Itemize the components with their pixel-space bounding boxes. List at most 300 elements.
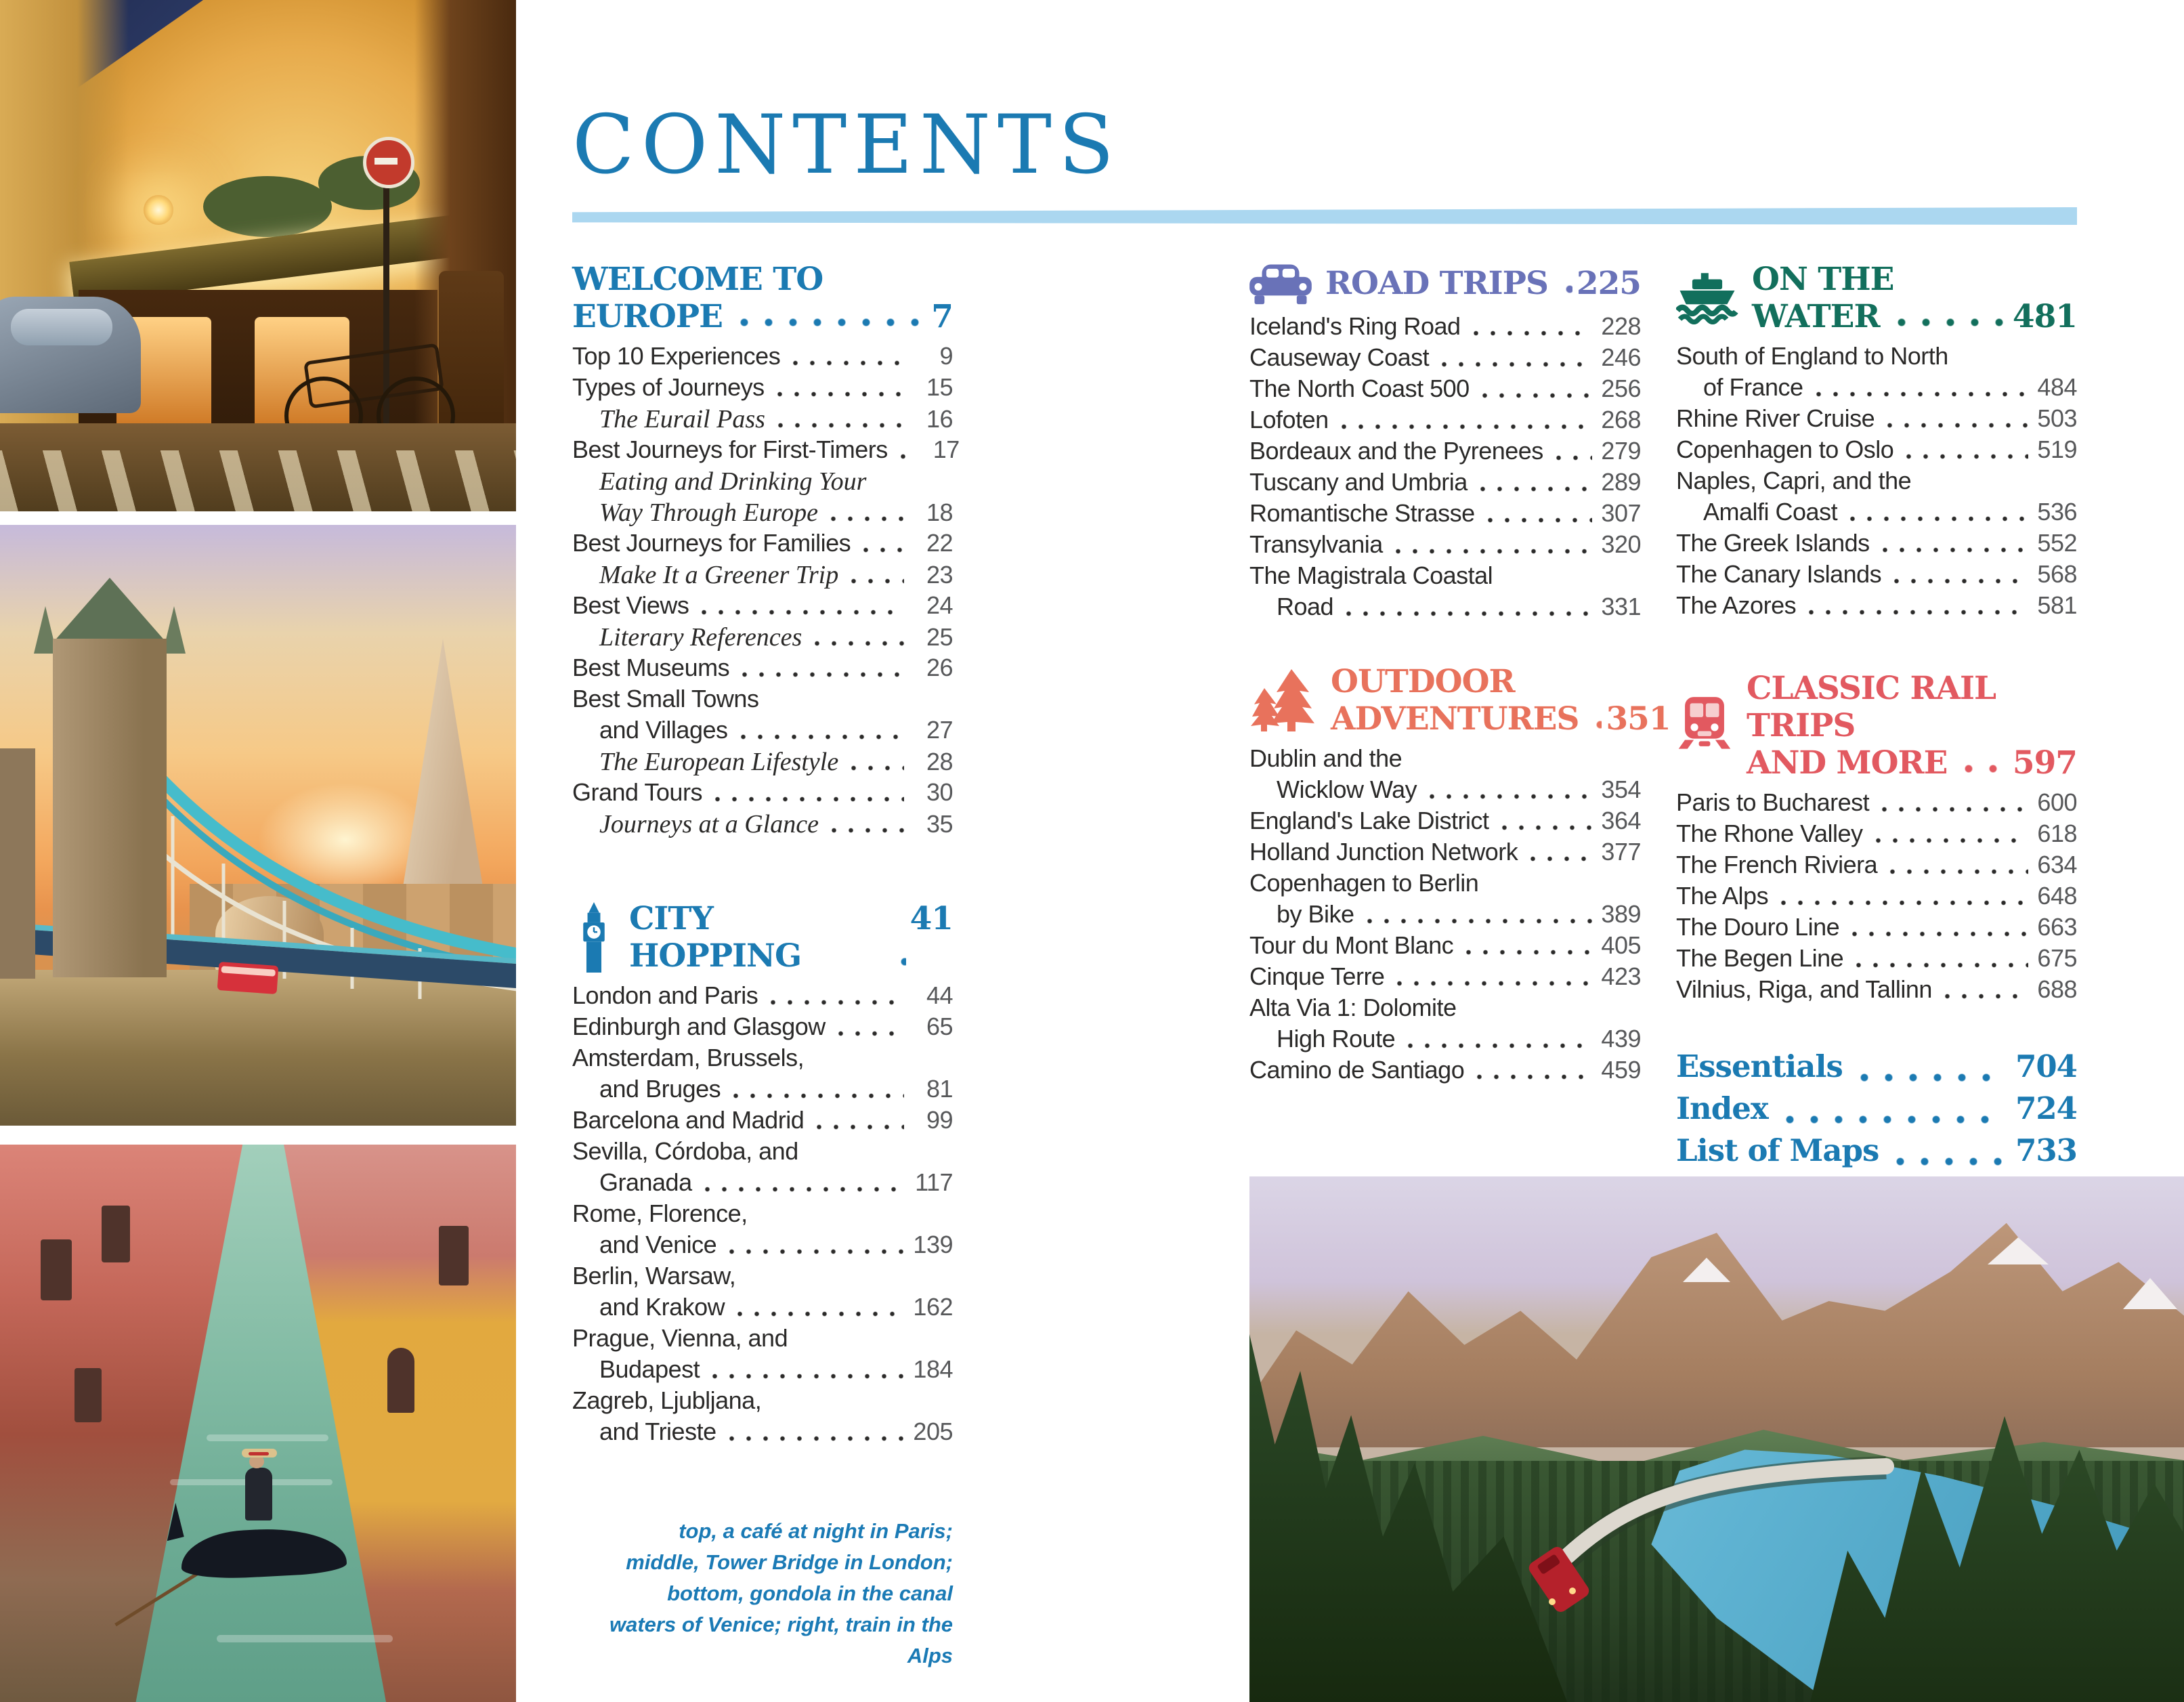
toc-entry-line: [1676, 944, 2077, 975]
toc-entry-label: London and Paris: [572, 981, 758, 1009]
page-number: 675: [2037, 944, 2077, 972]
dot-leader: [1433, 343, 1592, 375]
tower-bridge-photo: [0, 525, 516, 1126]
page-number: 688: [2037, 975, 2077, 1003]
dot-leader: [769, 373, 904, 404]
photo-caption: [572, 1516, 953, 1672]
dot-leader: [733, 654, 904, 685]
toc-entry-line: [1676, 882, 2077, 913]
no-entry-sign: [363, 137, 414, 188]
toc-column-3: [1676, 261, 2077, 1174]
toc-entry-label: The Begen Line: [1676, 944, 1844, 972]
dot-leader: [1337, 593, 1592, 624]
section-title-text: AND MORE: [1747, 744, 1948, 782]
dot-leader: [1847, 1048, 2005, 1090]
toc-entry-label: England's Lake District: [1249, 807, 1489, 834]
toc-entry-label: Make It a Greener Trip: [599, 561, 839, 589]
dot-leader: [1457, 931, 1592, 962]
toc-entry-label: Copenhagen to Oslo: [1676, 435, 1894, 463]
section-title-text: CLASSIC RAIL TRIPS: [1747, 670, 1996, 744]
section-title-line: [1752, 298, 2077, 335]
toc-entry-line: [1676, 404, 2077, 435]
dot-leader: [732, 716, 905, 747]
toc-entry-label: Paris to Bucharest: [1676, 788, 1870, 816]
page-number: 364: [1601, 807, 1641, 834]
window: [74, 1368, 102, 1422]
toc-entry-label: and Krakow: [599, 1293, 725, 1321]
dot-leader: [1583, 700, 1602, 738]
toc-entry-line: [572, 654, 953, 685]
dot-leader: [1867, 820, 2029, 851]
toc-entry-line: [572, 591, 953, 622]
dot-leader: [1772, 882, 2028, 913]
dot-leader: [1468, 1056, 1592, 1087]
toc-entry-line: [1676, 435, 2077, 467]
dot-leader: [830, 1013, 904, 1044]
toc-entry-line: [572, 747, 953, 778]
page-number: 552: [2037, 529, 2077, 557]
toc-entry-label: The North Coast 500: [1249, 375, 1470, 402]
page-number: 733: [2015, 1132, 2077, 1168]
bridge-tower: [53, 639, 167, 977]
page-number: 26: [926, 654, 953, 681]
cobblestone-street: [0, 423, 516, 511]
page-number: 618: [2037, 820, 2077, 847]
toc-entry-line: [1676, 820, 2077, 851]
toc-entry-label: The European Lifestyle: [599, 748, 839, 776]
page-number: 331: [1601, 593, 1641, 620]
dot-leader: [808, 1106, 904, 1137]
toc-entry-label: The Alps: [1676, 882, 1769, 910]
toc-entry-label: The Rhone Valley: [1676, 820, 1863, 847]
dot-leader: [1493, 807, 1592, 838]
page-number: 354: [1601, 775, 1641, 803]
toc-entry-line: [1249, 869, 1641, 900]
page-number: 24: [926, 591, 953, 619]
page-number: 377: [1601, 838, 1641, 866]
page-number: 724: [2015, 1090, 2077, 1126]
toc-entry-line: [572, 1324, 953, 1355]
endmatter-entry: [1676, 1132, 2077, 1174]
toc-entry-line: [1249, 530, 1641, 561]
caption-line: bottom, gondola in the canal: [667, 1581, 953, 1605]
toc-entry-label: Copenhagen to Berlin: [1249, 869, 1479, 897]
dot-leader: [1881, 851, 2028, 882]
section-page-number: 597: [2012, 744, 2077, 782]
section-title-line: [572, 261, 953, 298]
page-number: 27: [926, 716, 953, 744]
section-title-text: OUTDOOR: [1331, 663, 1515, 700]
toc-entry-label: Wicklow Way: [1277, 775, 1417, 803]
section-on-the-water: [1676, 261, 2077, 622]
dot-leader: [1841, 498, 2028, 529]
toc-entry-label: The Douro Line: [1676, 913, 1840, 941]
page-number: 279: [1601, 437, 1641, 465]
endmatter-label: Index: [1676, 1090, 1768, 1126]
toc-entry-line: [572, 1168, 953, 1199]
page-number: 15: [926, 373, 953, 401]
section-header: [572, 900, 953, 975]
caption-line: top, a café at night in Paris;: [679, 1519, 953, 1543]
toc-entry-label: The Eurail Pass: [599, 405, 765, 433]
section-header: [1249, 663, 1671, 738]
dot-leader: [1522, 838, 1592, 869]
toc-entry-line: [1249, 900, 1641, 931]
dot-leader: [1936, 975, 2028, 1006]
toc-entry-label: and Bruges: [599, 1075, 721, 1103]
endmatter-label: Essentials: [1676, 1048, 1843, 1084]
toc-entry-label: Eating and Drinking Your: [599, 467, 867, 496]
toc-entry-label: Road: [1277, 593, 1334, 620]
page-number: 256: [1601, 375, 1641, 402]
toc-entry-label: Way Through Europe: [599, 498, 818, 527]
window: [387, 1348, 414, 1413]
section-title-line: [1752, 261, 2077, 298]
toc-entry-line: [572, 1355, 953, 1386]
section-title-line: [1325, 265, 1641, 302]
toc-entry-label: The Canary Islands: [1676, 560, 1882, 588]
section-endmatter: [1676, 1048, 2077, 1174]
toc-entry-line: [1249, 994, 1641, 1025]
section-page-number: 481: [2012, 298, 2077, 335]
dot-leader: [806, 622, 904, 654]
dot-leader: [842, 560, 904, 591]
page-number: 568: [2037, 560, 2077, 588]
parked-car: [0, 297, 141, 413]
toc-entry-line: [572, 809, 953, 841]
toc-entry-label: and Villages: [599, 716, 728, 744]
toc-entry-label: Budapest: [599, 1355, 700, 1383]
toc-entry-label: Tuscany and Umbria: [1249, 468, 1468, 496]
dot-leader: [727, 298, 927, 335]
section-road-trips: [1249, 261, 1641, 624]
toc-entry-line: [1676, 788, 2077, 820]
toc-entry-label: Naples, Capri, and the: [1676, 467, 1912, 494]
endmatter-entry: [1676, 1048, 2077, 1090]
toc-entry-line: [1249, 593, 1641, 624]
page-number: 519: [2037, 435, 2077, 463]
page-number: 459: [1601, 1056, 1641, 1084]
page-number: 17: [933, 435, 960, 463]
toc-entry-line: [572, 1075, 953, 1106]
venice-gondola-photo: [0, 1145, 516, 1702]
dot-leader: [1873, 788, 2028, 820]
page-number: 25: [926, 623, 953, 651]
section-title-text: WATER: [1752, 298, 1880, 335]
gondola: [179, 1525, 347, 1581]
page-number: 9: [939, 342, 953, 370]
section-classic-rail-trips-and-more: [1676, 670, 2077, 1006]
page-number: 581: [2037, 591, 2077, 619]
window: [102, 1206, 130, 1262]
dot-leader: [1387, 530, 1592, 561]
dot-leader: [822, 498, 904, 529]
toc-entry-line: [1249, 312, 1641, 343]
section-welcome-to-europe: [572, 261, 960, 841]
toc-entry-line: [572, 1137, 953, 1168]
toc-entry-line: [1676, 529, 2077, 560]
water-reflection: [207, 1434, 328, 1441]
toc-entry-line: [1249, 468, 1641, 499]
toc-entry-line: [1676, 342, 2077, 373]
section-title-text: WELCOME TO: [572, 261, 823, 298]
dot-leader: [842, 747, 904, 778]
dot-leader: [706, 778, 904, 809]
dot-leader: [1843, 913, 2028, 944]
toc-entry-label: Literary References: [599, 623, 802, 652]
dot-leader: [729, 1293, 904, 1324]
toc-entry-label: Berlin, Warsaw,: [572, 1262, 736, 1290]
toc-entry-line: [572, 685, 953, 716]
toc-entry-line: [572, 1386, 953, 1418]
section-title: [572, 261, 953, 335]
toc-entry-label: The Azores: [1676, 591, 1797, 619]
toc-entry-line: [1249, 931, 1641, 962]
toc-entry-line: [572, 1293, 953, 1324]
toc-entry-label: of France: [1703, 373, 1803, 401]
page-number: 268: [1601, 406, 1641, 433]
toc-entry-label: Barcelona and Madrid: [572, 1106, 805, 1134]
section-title: [629, 900, 953, 975]
toc-entry-label: by Bike: [1277, 900, 1354, 928]
toc-entry-label: Tour du Mont Blanc: [1249, 931, 1454, 959]
dot-leader: [823, 809, 904, 841]
page-number: 184: [913, 1355, 953, 1383]
section-city-hopping: [572, 900, 953, 1449]
page-number: 65: [926, 1013, 953, 1040]
alps-train-photo: [1249, 1176, 2184, 1702]
toc-entry-line: [572, 1262, 953, 1293]
page-number: 320: [1601, 530, 1641, 558]
dot-leader: [887, 900, 906, 975]
section-title: [1752, 261, 2077, 335]
toc-entry-label: Granada: [599, 1168, 692, 1196]
section-title-text: ROAD TRIPS: [1325, 264, 1548, 302]
toc-entry-line: [572, 435, 960, 467]
toc-entry-label: Best Small Towns: [572, 685, 759, 712]
toc-entry-label: Iceland's Ring Road: [1249, 312, 1461, 340]
page-title: CONTENTS: [572, 98, 1121, 192]
section-title-text: ADVENTURES: [1331, 700, 1579, 738]
dot-leader: [704, 1355, 904, 1386]
toc-entry-label: Rome, Florence,: [572, 1199, 748, 1227]
balcony-plants: [203, 176, 332, 237]
dot-leader: [855, 529, 904, 560]
car-icon: [1249, 261, 1312, 305]
dot-leader: [1883, 1132, 2005, 1174]
page-number: 663: [2037, 913, 2077, 941]
section-header: [1676, 261, 2077, 335]
section-title: [1747, 670, 2077, 782]
toc-entry-label: and Trieste: [599, 1418, 716, 1445]
section-page-number: 7: [931, 298, 953, 335]
dot-leader: [1399, 1025, 1592, 1056]
page-number: 307: [1601, 499, 1641, 527]
page-number: 117: [915, 1168, 953, 1196]
toc-entry-line: [572, 498, 953, 529]
toc-entry-label: Best Journeys for Families: [572, 529, 851, 557]
dot-leader: [1552, 265, 1572, 302]
toc-entry-label: Best Museums: [572, 654, 730, 681]
toc-entry-line: [1249, 838, 1641, 869]
page-number: 28: [926, 748, 953, 775]
gondolier: [245, 1468, 272, 1520]
toc-entry-label: Vilnius, Riga, and Tallinn: [1676, 975, 1932, 1003]
page-number: 704: [2015, 1048, 2077, 1084]
dot-leader: [1421, 775, 1592, 807]
page-number: 405: [1601, 931, 1641, 959]
page-number: 503: [2037, 404, 2077, 432]
page-number: 423: [1601, 962, 1641, 990]
toc-column-2: [1249, 261, 1671, 1087]
page-number: 22: [926, 529, 953, 557]
section-title-line: [1747, 744, 2077, 782]
page-number: 44: [926, 981, 953, 1009]
toc-entry-line: [1249, 962, 1641, 994]
toc-entry-line: [572, 373, 953, 404]
dot-leader: [1847, 944, 2028, 975]
toc-entry-line: [572, 467, 953, 498]
dot-leader: [1807, 373, 2028, 404]
dot-leader: [1885, 560, 2028, 591]
dot-leader: [762, 981, 904, 1013]
section-title-text: ON THE: [1752, 261, 1894, 298]
toc-entry-line: [1249, 1025, 1641, 1056]
toc-entry-line: [1249, 561, 1641, 593]
toc-entry-line: [572, 778, 953, 809]
dot-leader: [769, 404, 904, 435]
page-number: 484: [2037, 373, 2077, 401]
toc-entry-line: [1676, 591, 2077, 622]
section-outdoor-adventures: [1249, 663, 1671, 1087]
section-title-text: CITY HOPPING: [629, 900, 802, 975]
page-number: 30: [926, 778, 953, 806]
toc-entry-label: Bordeaux and the Pyrenees: [1249, 437, 1543, 465]
section-title-line: [1331, 700, 1671, 738]
toc-entry-line: [572, 622, 953, 654]
endmatter-label: List of Maps: [1676, 1132, 1879, 1168]
toc-column-1: [572, 261, 960, 1449]
toc-entry-label: Zagreb, Ljubljana,: [572, 1386, 762, 1414]
section-page-number: 41: [909, 900, 953, 937]
endmatter-entry: [1676, 1090, 2077, 1132]
toc-entry-line: [1249, 375, 1641, 406]
page-number: 205: [913, 1418, 953, 1445]
dot-leader: [1772, 1090, 2005, 1132]
section-title-line: [629, 900, 953, 975]
toc-entry-label: Causeway Coast: [1249, 343, 1430, 371]
boat-icon: [1676, 272, 1738, 324]
section-header: [1249, 261, 1641, 305]
toc-entry-line: [1676, 913, 2077, 944]
toc-entry-label: Top 10 Experiences: [572, 342, 781, 370]
toc-entry-label: Best Journeys for First-Timers: [572, 435, 888, 463]
toc-entry-line: [1249, 744, 1641, 775]
toc-entry-label: Lofoten: [1249, 406, 1329, 433]
toc-entry-label: The Greek Islands: [1676, 529, 1870, 557]
toc-entry-label: and Venice: [599, 1231, 717, 1258]
toc-entry-line: [1249, 775, 1641, 807]
train-icon: [1676, 695, 1733, 757]
toc-entry-line: [1676, 498, 2077, 529]
toc-entry-line: [572, 1418, 953, 1449]
section-title: [1331, 663, 1671, 738]
toc-entry-label: Prague, Vienna, and: [572, 1324, 788, 1352]
toc-entry-line: [1249, 499, 1641, 530]
toc-entry-label: The French Riviera: [1676, 851, 1878, 878]
toc-entry-label: Best Views: [572, 591, 689, 619]
page-number: 18: [926, 498, 953, 526]
window: [41, 1239, 72, 1300]
page-number: 99: [926, 1106, 953, 1134]
dot-leader: [1472, 468, 1592, 499]
toc-entry-line: [1676, 560, 2077, 591]
toc-entry-label: Dublin and the: [1249, 744, 1403, 772]
dot-leader: [1388, 962, 1592, 994]
toc-entry-line: [1249, 437, 1641, 468]
dot-leader: [784, 342, 904, 373]
page-number: 439: [1601, 1025, 1641, 1052]
dot-leader: [1333, 406, 1592, 437]
toc-entry-label: Transylvania: [1249, 530, 1383, 558]
toc-entry-line: [572, 1231, 953, 1262]
water-reflection: [217, 1635, 393, 1642]
toc-entry-label: South of England to North: [1676, 342, 1948, 370]
pine-trees-icon: [1249, 669, 1317, 731]
toc-entry-line: [572, 529, 953, 560]
toc-entry-line: [572, 560, 953, 591]
hat-ribbon: [249, 1452, 269, 1455]
dot-leader: [1884, 298, 2009, 335]
toc-entry-line: [1676, 975, 2077, 1006]
toc-entry-line: [1249, 1056, 1641, 1087]
section-title: [1325, 265, 1641, 302]
toc-entry-line: [1249, 406, 1641, 437]
page-number: 600: [2037, 788, 2077, 816]
dot-leader: [725, 1075, 904, 1106]
toc-entry-label: Alta Via 1: Dolomite: [1249, 994, 1457, 1021]
page-number: 81: [926, 1075, 953, 1103]
toc-entry-line: [1676, 467, 2077, 498]
toc-entry-line: [572, 342, 953, 373]
dot-leader: [1951, 744, 2008, 782]
toc-entry-label: Amsterdam, Brussels,: [572, 1044, 805, 1071]
page-number: 634: [2037, 851, 2077, 878]
paris-cafe-photo: [0, 0, 516, 511]
page-number: 389: [1601, 900, 1641, 928]
page-number: 139: [913, 1231, 953, 1258]
dot-leader: [696, 1168, 904, 1199]
toc-entry-line: [572, 1199, 953, 1231]
toc-entry-line: [1249, 343, 1641, 375]
toc-entry-label: Grand Tours: [572, 778, 702, 806]
section-title-line: [1331, 663, 1671, 700]
dot-leader: [721, 1231, 904, 1262]
dot-leader: [1547, 437, 1592, 468]
dot-leader: [721, 1418, 904, 1449]
section-title-text: EUROPE: [572, 298, 723, 335]
dot-leader: [892, 435, 911, 467]
toc-entry-line: [572, 981, 953, 1013]
dot-leader: [1358, 900, 1592, 931]
toc-entry-line: [572, 404, 953, 435]
dot-leader: [1800, 591, 2028, 622]
section-page-number: 225: [1576, 264, 1641, 302]
toc-entry-line: [572, 1044, 953, 1075]
toc-entry-line: [572, 1013, 953, 1044]
window: [439, 1226, 469, 1285]
toc-entry-label: Romantische Strasse: [1249, 499, 1475, 527]
